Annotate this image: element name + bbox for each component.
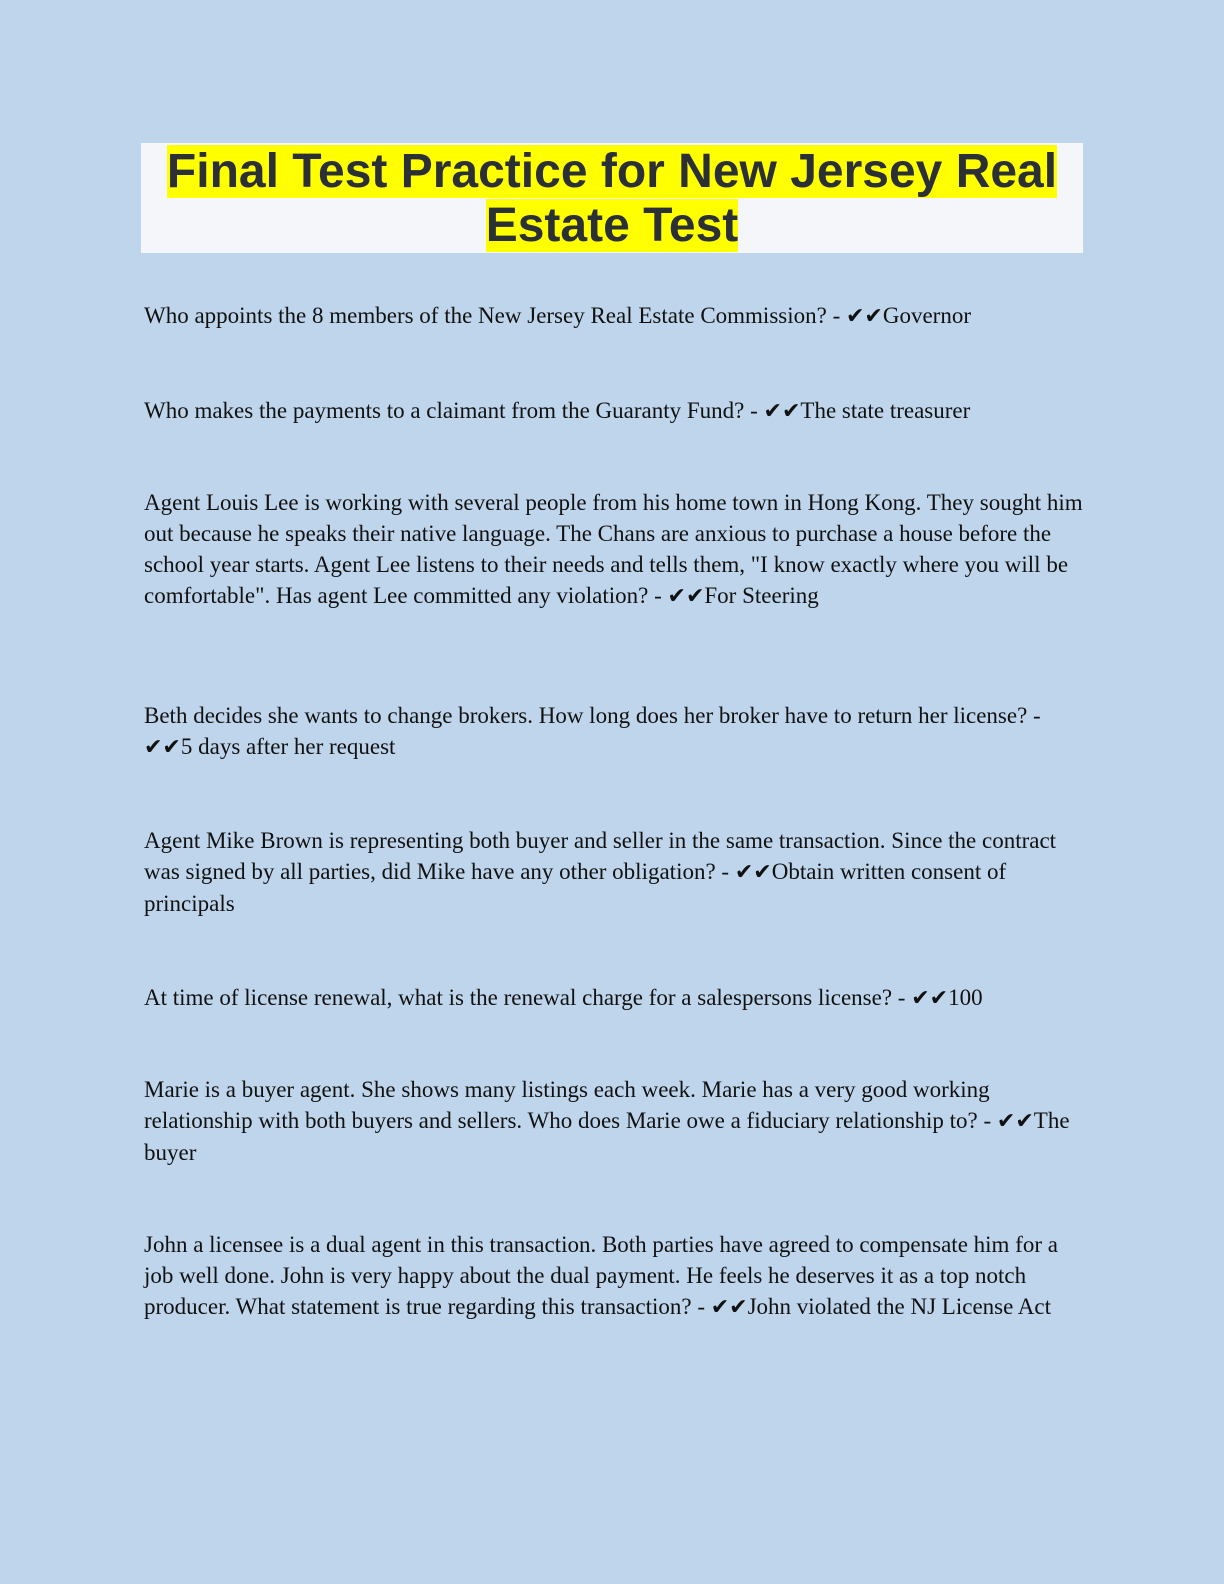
- answer-text: Governor: [882, 303, 971, 328]
- qa-item: [144, 1229, 1084, 1323]
- qa-item: [144, 300, 1084, 332]
- question-text: John a licensee is a dual agent in this transaction. Both parties have agreed to compensate him for a job well done. John is very happy about the dual payment. He feels he deserves it as a top notch producer. What statement is true regarding this transaction? -: [144, 1232, 1058, 1319]
- qa-item: [144, 487, 1084, 612]
- double-check-icon: ✔✔: [667, 584, 705, 609]
- double-check-icon: ✔✔: [911, 986, 949, 1011]
- question-text: Who appoints the 8 members of the New Jersey Real Estate Commission? -: [144, 303, 846, 328]
- question-text: Agent Mike Brown is representing both buyer and seller in the same transaction. Since the contract was signed by all parties, did Mike have any other obligation? -: [144, 828, 1057, 884]
- double-check-icon: ✔✔: [734, 860, 772, 885]
- double-check-icon: ✔✔: [845, 304, 883, 329]
- double-check-icon: ✔✔: [763, 399, 801, 424]
- question-text: Beth decides she wants to change brokers. How long does her broker have to return her license? -: [144, 703, 1041, 728]
- answer-text: The buyer: [144, 1108, 1070, 1165]
- qa-item: [144, 1074, 1084, 1168]
- double-check-icon: ✔✔: [710, 1295, 748, 1320]
- answer-text: 5 days after her request: [180, 734, 396, 759]
- qa-item: [144, 825, 1084, 919]
- question-text: Agent Louis Lee is working with several people from his home town in Hong Kong. They sought him out because he speaks their native language. The Chans are anxious to purchase a house before the school year starts. Agent Lee listens to their needs and tells them, "I know exactly where you will be comfortable". Has agent Lee committed any violation? -: [144, 490, 1083, 608]
- document-title-line-2: Estate Test: [485, 199, 739, 252]
- answer-text: Obtain written consent of principals: [144, 859, 1007, 916]
- question-text: At time of license renewal, what is the renewal charge for a salespersons license? -: [144, 985, 912, 1010]
- answer-text: For Steering: [704, 583, 819, 608]
- question-text: Marie is a buyer agent. She shows many listings each week. Marie has a very good working relationship with both buyers and sellers. Who does Marie owe a fiduciary relationship to? -: [144, 1077, 997, 1133]
- qa-item: [144, 982, 1084, 1014]
- qa-item: [144, 395, 1084, 427]
- answer-text: John violated the NJ License Act: [747, 1294, 1052, 1319]
- answer-text: 100: [948, 985, 983, 1010]
- qa-item: [144, 700, 1084, 763]
- double-check-icon: ✔✔: [144, 735, 181, 760]
- document-title: [141, 145, 1083, 253]
- document-title-line-1: Final Test Practice for New Jersey Real: [166, 145, 1058, 198]
- double-check-icon: ✔✔: [996, 1109, 1034, 1134]
- title-box: [141, 143, 1083, 253]
- answer-text: The state treasurer: [800, 398, 971, 423]
- question-text: Who makes the payments to a claimant from the Guaranty Fund? -: [144, 398, 764, 423]
